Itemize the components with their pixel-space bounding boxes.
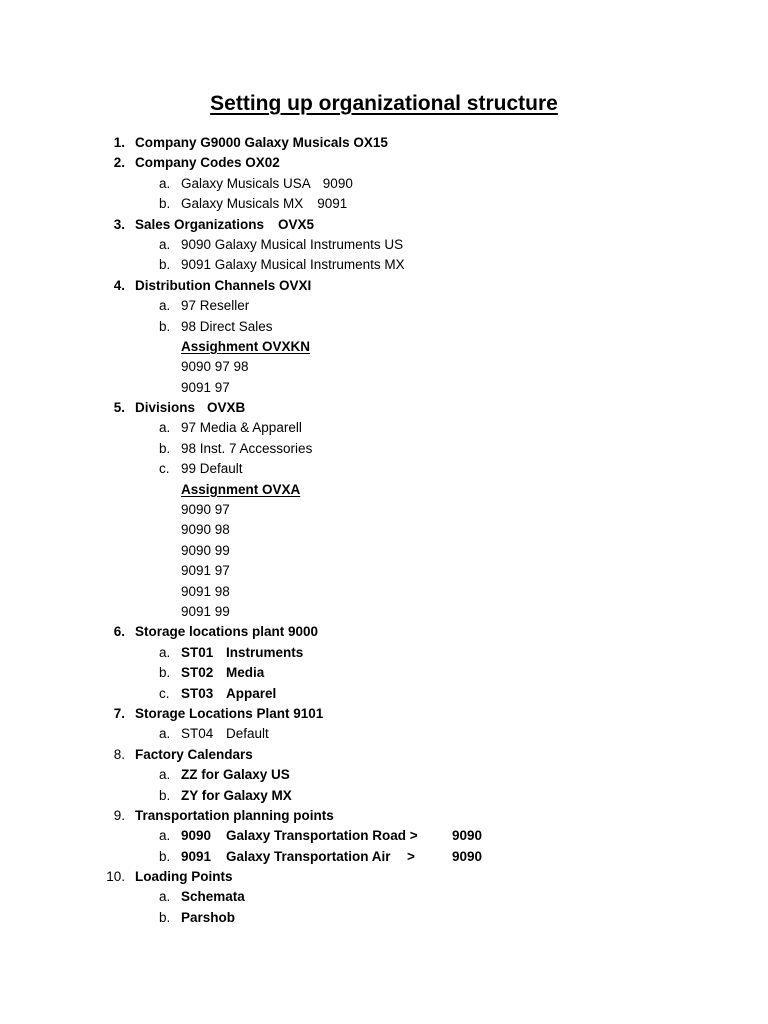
item-text: Company Codes OX02 — [135, 155, 280, 171]
sub-letter: b. — [159, 196, 171, 212]
item-text: Sales Organizations OVX5 — [135, 216, 315, 232]
sub-letter: b. — [159, 787, 171, 803]
item-number: 5. — [113, 400, 125, 416]
sub-item — [0, 174, 768, 194]
sub-text: 98 Direct Sales — [181, 318, 273, 334]
item-number: 2. — [113, 155, 125, 171]
outline-list — [0, 133, 768, 928]
sub-letter: b. — [159, 909, 171, 925]
list-item — [0, 276, 768, 296]
item-text: Company G9000 Galaxy Musicals OX15 — [135, 135, 388, 150]
sub-letter: c. — [159, 461, 170, 477]
item-number: 1. — [113, 135, 125, 150]
assignment-line: 9090 97 98 — [181, 359, 249, 375]
sub-item — [0, 663, 768, 683]
sub-letter: b. — [159, 318, 171, 334]
item-text: Loading Points — [135, 869, 233, 885]
assignment-line: 9090 99 — [181, 542, 230, 558]
list-item — [0, 867, 768, 887]
storage-name: Default — [226, 726, 269, 742]
point-code: 9090 — [181, 828, 212, 844]
item-text: Storage Locations Plant 9101 — [135, 705, 324, 721]
sub-text: 9090 Galaxy Musical Instruments US — [181, 236, 404, 252]
assignment-line: 9091 99 — [181, 603, 230, 619]
sub-letter: a. — [159, 828, 171, 844]
sub-item — [0, 684, 768, 704]
sub-letter: a. — [159, 889, 171, 905]
storage-name: Media — [226, 665, 265, 681]
storage-name: Instruments — [226, 644, 304, 660]
sub-letter: c. — [159, 685, 170, 701]
assignment-heading: Assignment OVXA — [181, 481, 301, 497]
sub-item — [0, 887, 768, 907]
sub-text: Parshob — [181, 909, 236, 925]
sub-item — [0, 194, 768, 214]
list-item — [0, 806, 768, 826]
item-text: Divisions OVXB — [135, 400, 246, 416]
assignment-line: 9090 97 — [181, 502, 230, 518]
sub-letter: a. — [159, 236, 171, 252]
sub-letter: b. — [159, 440, 171, 456]
assignment-line: 9091 98 — [181, 583, 230, 599]
sub-letter: a. — [159, 726, 171, 742]
assignment-heading: Assighment OVXKN — [181, 338, 311, 354]
assignment-line: 9091 97 — [181, 563, 230, 579]
sub-text: 9091 Galaxy Musical Instruments MX — [181, 257, 405, 273]
point-plant: 9090 — [452, 828, 483, 844]
sub-letter: a. — [159, 298, 171, 314]
sub-text: 97 Media & Apparell — [181, 420, 302, 436]
item-number: 8. — [113, 746, 125, 762]
sub-item — [0, 255, 768, 275]
sub-item — [0, 235, 768, 255]
sub-text: 97 Reseller — [181, 298, 250, 314]
item-number: 3. — [113, 216, 125, 232]
item-text: Factory Calendars — [135, 746, 253, 762]
sub-item — [0, 724, 768, 744]
sub-text: Galaxy Musicals MX 9091 — [181, 196, 348, 212]
list-item — [0, 133, 768, 153]
list-item — [0, 153, 768, 173]
sub-text: Galaxy Musicals USA 9090 — [181, 175, 353, 191]
storage-code: ST04 — [181, 726, 214, 742]
item-number: 6. — [113, 624, 125, 640]
item-text: Storage locations plant 9000 — [135, 624, 319, 640]
item-number: 7. — [113, 705, 125, 721]
sub-item — [0, 765, 768, 785]
item-number: 10. — [106, 869, 125, 885]
storage-name: Apparel — [226, 685, 277, 701]
sub-item — [0, 459, 768, 479]
sub-text: 98 Inst. 7 Accessories — [181, 440, 313, 456]
sub-letter: b. — [159, 665, 171, 681]
item-text: Transportation planning points — [135, 807, 334, 823]
sub-item — [0, 439, 768, 459]
sub-item — [0, 317, 768, 337]
sub-item — [0, 296, 768, 316]
point-name: Galaxy Transportation Road > — [226, 828, 418, 844]
sub-item — [0, 826, 768, 846]
point-name: Galaxy Transportation Air — [226, 848, 391, 864]
storage-code: ST03 — [181, 685, 214, 701]
item-number: 4. — [113, 277, 125, 293]
list-item — [0, 745, 768, 765]
point-plant: 9090 — [452, 848, 483, 864]
storage-code: ST01 — [181, 644, 214, 660]
sub-item — [0, 847, 768, 867]
storage-code: ST02 — [181, 665, 214, 681]
sub-letter: b. — [159, 257, 171, 273]
arrow-glyph: > — [407, 848, 415, 864]
sub-letter: a. — [159, 420, 171, 436]
point-code: 9091 — [181, 848, 212, 864]
sub-text: Schemata — [181, 889, 245, 905]
sub-letter: b. — [159, 848, 171, 864]
sub-letter: a. — [159, 175, 171, 191]
sub-text: 99 Default — [181, 461, 243, 477]
sub-item — [0, 418, 768, 438]
sub-text: ZY for Galaxy MX — [181, 787, 292, 803]
page-title: Setting up organizational structure — [210, 92, 558, 115]
list-item — [0, 398, 768, 418]
sub-item — [0, 908, 768, 928]
item-number: 9. — [113, 807, 125, 823]
list-item — [0, 215, 768, 235]
sub-letter: a. — [159, 644, 171, 660]
assignment-line: 9091 97 — [181, 379, 230, 395]
sub-text: ZZ for Galaxy US — [181, 767, 290, 783]
sub-item — [0, 643, 768, 663]
item-text: Distribution Channels OVXI — [135, 277, 312, 293]
assignment-line: 9090 98 — [181, 522, 230, 538]
sub-letter: a. — [159, 767, 171, 783]
list-item — [0, 622, 768, 642]
sub-item — [0, 786, 768, 806]
list-item — [0, 704, 768, 724]
